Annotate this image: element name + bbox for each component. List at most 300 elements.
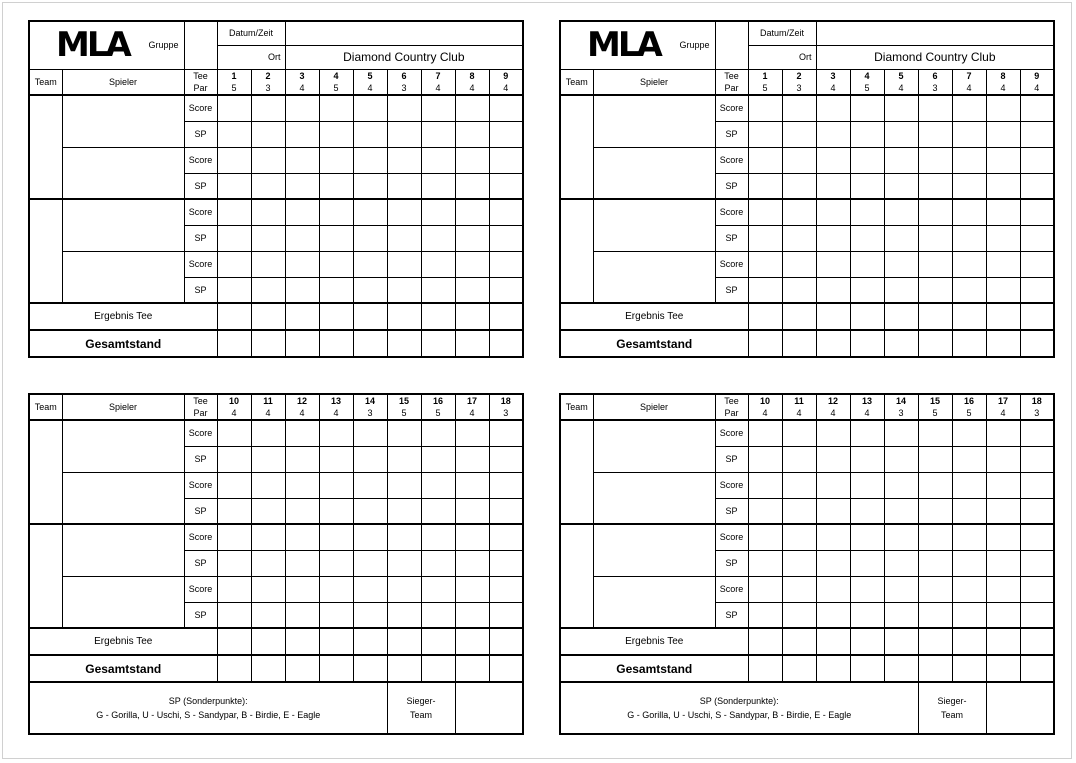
ergebnis-cell[interactable] bbox=[884, 303, 918, 330]
score-cell[interactable] bbox=[816, 199, 850, 225]
score-cell[interactable] bbox=[251, 147, 285, 173]
sp-cell[interactable] bbox=[748, 225, 782, 251]
score-cell[interactable] bbox=[421, 524, 455, 550]
gesamtstand-cell[interactable] bbox=[816, 330, 850, 357]
score-cell[interactable] bbox=[251, 576, 285, 602]
sp-cell[interactable] bbox=[816, 446, 850, 472]
score-cell[interactable] bbox=[387, 147, 421, 173]
score-cell[interactable] bbox=[986, 420, 1020, 446]
gesamtstand-cell[interactable] bbox=[884, 330, 918, 357]
score-cell[interactable] bbox=[455, 199, 489, 225]
gesamtstand-cell[interactable] bbox=[748, 330, 782, 357]
sp-cell[interactable] bbox=[816, 225, 850, 251]
score-cell[interactable] bbox=[952, 472, 986, 498]
score-cell[interactable] bbox=[748, 576, 782, 602]
score-cell[interactable] bbox=[489, 147, 523, 173]
score-cell[interactable] bbox=[455, 524, 489, 550]
sp-cell[interactable] bbox=[251, 121, 285, 147]
sp-cell[interactable] bbox=[918, 602, 952, 628]
sp-cell[interactable] bbox=[217, 121, 251, 147]
sieger-team-field[interactable] bbox=[986, 682, 1054, 734]
gesamtstand-cell[interactable] bbox=[455, 655, 489, 682]
gesamtstand-cell[interactable] bbox=[782, 330, 816, 357]
score-cell[interactable] bbox=[986, 576, 1020, 602]
score-cell[interactable] bbox=[489, 576, 523, 602]
spieler-name-field[interactable] bbox=[62, 95, 184, 147]
ergebnis-cell[interactable] bbox=[489, 303, 523, 330]
score-cell[interactable] bbox=[421, 576, 455, 602]
spieler-name-field[interactable] bbox=[62, 524, 184, 576]
score-cell[interactable] bbox=[319, 576, 353, 602]
score-cell[interactable] bbox=[884, 524, 918, 550]
score-cell[interactable] bbox=[285, 472, 319, 498]
spieler-name-field[interactable] bbox=[62, 147, 184, 199]
gesamtstand-cell[interactable] bbox=[986, 655, 1020, 682]
score-cell[interactable] bbox=[421, 420, 455, 446]
team-cell[interactable] bbox=[29, 524, 62, 628]
gesamtstand-cell[interactable] bbox=[748, 655, 782, 682]
gesamtstand-cell[interactable] bbox=[782, 655, 816, 682]
score-cell[interactable] bbox=[952, 576, 986, 602]
ergebnis-cell[interactable] bbox=[353, 628, 387, 655]
sp-cell[interactable] bbox=[353, 498, 387, 524]
sp-cell[interactable] bbox=[952, 498, 986, 524]
sp-cell[interactable] bbox=[251, 277, 285, 303]
score-cell[interactable] bbox=[986, 524, 1020, 550]
score-cell[interactable] bbox=[986, 472, 1020, 498]
sp-cell[interactable] bbox=[816, 173, 850, 199]
sp-cell[interactable] bbox=[918, 498, 952, 524]
sp-cell[interactable] bbox=[421, 121, 455, 147]
score-cell[interactable] bbox=[217, 251, 251, 277]
sp-cell[interactable] bbox=[850, 225, 884, 251]
team-cell[interactable] bbox=[560, 524, 593, 628]
ergebnis-cell[interactable] bbox=[455, 303, 489, 330]
score-cell[interactable] bbox=[421, 95, 455, 121]
sp-cell[interactable] bbox=[319, 225, 353, 251]
sp-cell[interactable] bbox=[353, 446, 387, 472]
team-cell[interactable] bbox=[29, 420, 62, 524]
sp-cell[interactable] bbox=[353, 602, 387, 628]
sp-cell[interactable] bbox=[918, 173, 952, 199]
score-cell[interactable] bbox=[251, 95, 285, 121]
sp-cell[interactable] bbox=[986, 498, 1020, 524]
score-cell[interactable] bbox=[421, 472, 455, 498]
sp-cell[interactable] bbox=[884, 173, 918, 199]
score-cell[interactable] bbox=[1020, 472, 1054, 498]
score-cell[interactable] bbox=[319, 199, 353, 225]
score-cell[interactable] bbox=[884, 472, 918, 498]
gesamtstand-cell[interactable] bbox=[884, 655, 918, 682]
sp-cell[interactable] bbox=[986, 446, 1020, 472]
sp-cell[interactable] bbox=[285, 225, 319, 251]
score-cell[interactable] bbox=[782, 251, 816, 277]
spieler-name-field[interactable] bbox=[593, 420, 715, 472]
sp-cell[interactable] bbox=[251, 173, 285, 199]
gesamtstand-cell[interactable] bbox=[319, 655, 353, 682]
sp-cell[interactable] bbox=[285, 173, 319, 199]
gesamtstand-cell[interactable] bbox=[455, 330, 489, 357]
gesamtstand-cell[interactable] bbox=[816, 655, 850, 682]
gesamtstand-cell[interactable] bbox=[353, 655, 387, 682]
sp-cell[interactable] bbox=[952, 173, 986, 199]
ort-field[interactable]: Diamond Country Club bbox=[816, 45, 1054, 69]
ergebnis-cell[interactable] bbox=[217, 303, 251, 330]
score-cell[interactable] bbox=[748, 251, 782, 277]
sp-cell[interactable] bbox=[319, 173, 353, 199]
sp-cell[interactable] bbox=[455, 121, 489, 147]
sp-cell[interactable] bbox=[285, 498, 319, 524]
sp-cell[interactable] bbox=[489, 121, 523, 147]
score-cell[interactable] bbox=[455, 472, 489, 498]
sp-cell[interactable] bbox=[952, 225, 986, 251]
gesamtstand-cell[interactable] bbox=[319, 330, 353, 357]
sp-cell[interactable] bbox=[387, 225, 421, 251]
sp-cell[interactable] bbox=[850, 446, 884, 472]
gesamtstand-cell[interactable] bbox=[986, 330, 1020, 357]
score-cell[interactable] bbox=[952, 95, 986, 121]
score-cell[interactable] bbox=[884, 95, 918, 121]
score-cell[interactable] bbox=[353, 251, 387, 277]
ergebnis-cell[interactable] bbox=[748, 628, 782, 655]
sp-cell[interactable] bbox=[319, 277, 353, 303]
score-cell[interactable] bbox=[782, 147, 816, 173]
sp-cell[interactable] bbox=[816, 277, 850, 303]
score-cell[interactable] bbox=[1020, 95, 1054, 121]
score-cell[interactable] bbox=[217, 576, 251, 602]
score-cell[interactable] bbox=[319, 420, 353, 446]
sp-cell[interactable] bbox=[421, 446, 455, 472]
ergebnis-cell[interactable] bbox=[918, 628, 952, 655]
sp-cell[interactable] bbox=[850, 173, 884, 199]
score-cell[interactable] bbox=[1020, 199, 1054, 225]
sp-cell[interactable] bbox=[850, 550, 884, 576]
ergebnis-cell[interactable] bbox=[387, 303, 421, 330]
sp-cell[interactable] bbox=[1020, 602, 1054, 628]
spieler-name-field[interactable] bbox=[62, 576, 184, 628]
score-cell[interactable] bbox=[251, 472, 285, 498]
score-cell[interactable] bbox=[884, 420, 918, 446]
sp-cell[interactable] bbox=[353, 225, 387, 251]
sp-cell[interactable] bbox=[918, 121, 952, 147]
score-cell[interactable] bbox=[918, 524, 952, 550]
score-cell[interactable] bbox=[816, 420, 850, 446]
sp-cell[interactable] bbox=[850, 602, 884, 628]
score-cell[interactable] bbox=[952, 147, 986, 173]
score-cell[interactable] bbox=[489, 472, 523, 498]
gesamtstand-cell[interactable] bbox=[387, 330, 421, 357]
score-cell[interactable] bbox=[319, 147, 353, 173]
sp-cell[interactable] bbox=[455, 550, 489, 576]
sp-cell[interactable] bbox=[1020, 446, 1054, 472]
sp-cell[interactable] bbox=[489, 550, 523, 576]
ergebnis-cell[interactable] bbox=[421, 303, 455, 330]
sp-cell[interactable] bbox=[251, 498, 285, 524]
spieler-name-field[interactable] bbox=[593, 147, 715, 199]
sp-cell[interactable] bbox=[285, 121, 319, 147]
sp-cell[interactable] bbox=[251, 602, 285, 628]
score-cell[interactable] bbox=[884, 576, 918, 602]
ergebnis-cell[interactable] bbox=[319, 628, 353, 655]
score-cell[interactable] bbox=[986, 147, 1020, 173]
ergebnis-cell[interactable] bbox=[251, 303, 285, 330]
ergebnis-cell[interactable] bbox=[251, 628, 285, 655]
score-cell[interactable] bbox=[387, 199, 421, 225]
score-cell[interactable] bbox=[489, 251, 523, 277]
score-cell[interactable] bbox=[353, 524, 387, 550]
sp-cell[interactable] bbox=[1020, 121, 1054, 147]
sp-cell[interactable] bbox=[884, 121, 918, 147]
score-cell[interactable] bbox=[748, 147, 782, 173]
score-cell[interactable] bbox=[353, 420, 387, 446]
spieler-name-field[interactable] bbox=[593, 199, 715, 251]
sp-cell[interactable] bbox=[748, 446, 782, 472]
spieler-name-field[interactable] bbox=[62, 420, 184, 472]
sp-cell[interactable] bbox=[816, 550, 850, 576]
sp-cell[interactable] bbox=[748, 550, 782, 576]
sp-cell[interactable] bbox=[353, 277, 387, 303]
sp-cell[interactable] bbox=[455, 602, 489, 628]
score-cell[interactable] bbox=[421, 199, 455, 225]
score-cell[interactable] bbox=[918, 576, 952, 602]
ergebnis-cell[interactable] bbox=[986, 628, 1020, 655]
sp-cell[interactable] bbox=[986, 602, 1020, 628]
sp-cell[interactable] bbox=[319, 602, 353, 628]
gesamtstand-cell[interactable] bbox=[952, 330, 986, 357]
score-cell[interactable] bbox=[986, 199, 1020, 225]
sp-cell[interactable] bbox=[952, 121, 986, 147]
score-cell[interactable] bbox=[421, 251, 455, 277]
score-cell[interactable] bbox=[251, 251, 285, 277]
sp-cell[interactable] bbox=[782, 446, 816, 472]
score-cell[interactable] bbox=[217, 472, 251, 498]
gesamtstand-cell[interactable] bbox=[353, 330, 387, 357]
ergebnis-cell[interactable] bbox=[850, 628, 884, 655]
sp-cell[interactable] bbox=[986, 550, 1020, 576]
sp-cell[interactable] bbox=[387, 498, 421, 524]
sp-cell[interactable] bbox=[816, 498, 850, 524]
ergebnis-cell[interactable] bbox=[816, 303, 850, 330]
sp-cell[interactable] bbox=[455, 173, 489, 199]
sp-cell[interactable] bbox=[782, 550, 816, 576]
score-cell[interactable] bbox=[353, 147, 387, 173]
sp-cell[interactable] bbox=[884, 602, 918, 628]
score-cell[interactable] bbox=[748, 95, 782, 121]
sp-cell[interactable] bbox=[353, 121, 387, 147]
score-cell[interactable] bbox=[455, 147, 489, 173]
sp-cell[interactable] bbox=[217, 173, 251, 199]
datum-field[interactable] bbox=[285, 21, 523, 45]
sp-cell[interactable] bbox=[918, 225, 952, 251]
score-cell[interactable] bbox=[952, 199, 986, 225]
gesamtstand-cell[interactable] bbox=[387, 655, 421, 682]
score-cell[interactable] bbox=[489, 199, 523, 225]
sp-cell[interactable] bbox=[489, 225, 523, 251]
spieler-name-field[interactable] bbox=[593, 524, 715, 576]
score-cell[interactable] bbox=[850, 199, 884, 225]
score-cell[interactable] bbox=[850, 524, 884, 550]
score-cell[interactable] bbox=[217, 524, 251, 550]
sp-cell[interactable] bbox=[387, 173, 421, 199]
score-cell[interactable] bbox=[816, 472, 850, 498]
sp-cell[interactable] bbox=[387, 550, 421, 576]
score-cell[interactable] bbox=[918, 95, 952, 121]
team-cell[interactable] bbox=[560, 95, 593, 199]
score-cell[interactable] bbox=[1020, 147, 1054, 173]
sp-cell[interactable] bbox=[850, 498, 884, 524]
sp-cell[interactable] bbox=[353, 173, 387, 199]
sp-cell[interactable] bbox=[217, 602, 251, 628]
score-cell[interactable] bbox=[251, 524, 285, 550]
gruppe-field[interactable] bbox=[184, 21, 217, 69]
sp-cell[interactable] bbox=[850, 277, 884, 303]
sp-cell[interactable] bbox=[884, 277, 918, 303]
sp-cell[interactable] bbox=[986, 173, 1020, 199]
score-cell[interactable] bbox=[251, 420, 285, 446]
score-cell[interactable] bbox=[884, 147, 918, 173]
sp-cell[interactable] bbox=[748, 277, 782, 303]
score-cell[interactable] bbox=[816, 251, 850, 277]
score-cell[interactable] bbox=[285, 251, 319, 277]
score-cell[interactable] bbox=[918, 472, 952, 498]
sp-cell[interactable] bbox=[782, 121, 816, 147]
score-cell[interactable] bbox=[489, 420, 523, 446]
score-cell[interactable] bbox=[986, 251, 1020, 277]
score-cell[interactable] bbox=[285, 95, 319, 121]
score-cell[interactable] bbox=[285, 147, 319, 173]
ergebnis-cell[interactable] bbox=[986, 303, 1020, 330]
sp-cell[interactable] bbox=[217, 225, 251, 251]
score-cell[interactable] bbox=[782, 472, 816, 498]
sp-cell[interactable] bbox=[319, 446, 353, 472]
score-cell[interactable] bbox=[489, 95, 523, 121]
sp-cell[interactable] bbox=[489, 173, 523, 199]
score-cell[interactable] bbox=[285, 420, 319, 446]
gruppe-field[interactable] bbox=[715, 21, 748, 69]
score-cell[interactable] bbox=[455, 95, 489, 121]
sp-cell[interactable] bbox=[251, 446, 285, 472]
score-cell[interactable] bbox=[952, 420, 986, 446]
sp-cell[interactable] bbox=[387, 602, 421, 628]
sp-cell[interactable] bbox=[421, 498, 455, 524]
team-cell[interactable] bbox=[560, 199, 593, 303]
score-cell[interactable] bbox=[387, 472, 421, 498]
score-cell[interactable] bbox=[285, 199, 319, 225]
sp-cell[interactable] bbox=[285, 277, 319, 303]
score-cell[interactable] bbox=[782, 95, 816, 121]
score-cell[interactable] bbox=[850, 147, 884, 173]
sp-cell[interactable] bbox=[489, 277, 523, 303]
sp-cell[interactable] bbox=[782, 225, 816, 251]
sp-cell[interactable] bbox=[884, 225, 918, 251]
ergebnis-cell[interactable] bbox=[952, 303, 986, 330]
score-cell[interactable] bbox=[387, 420, 421, 446]
score-cell[interactable] bbox=[850, 251, 884, 277]
ergebnis-cell[interactable] bbox=[850, 303, 884, 330]
sp-cell[interactable] bbox=[816, 602, 850, 628]
ergebnis-cell[interactable] bbox=[387, 628, 421, 655]
score-cell[interactable] bbox=[353, 472, 387, 498]
sp-cell[interactable] bbox=[217, 498, 251, 524]
score-cell[interactable] bbox=[319, 524, 353, 550]
score-cell[interactable] bbox=[816, 576, 850, 602]
sp-cell[interactable] bbox=[884, 550, 918, 576]
score-cell[interactable] bbox=[455, 576, 489, 602]
sp-cell[interactable] bbox=[884, 446, 918, 472]
ergebnis-cell[interactable] bbox=[918, 303, 952, 330]
score-cell[interactable] bbox=[918, 199, 952, 225]
gesamtstand-cell[interactable] bbox=[251, 330, 285, 357]
sp-cell[interactable] bbox=[748, 498, 782, 524]
sp-cell[interactable] bbox=[1020, 225, 1054, 251]
sp-cell[interactable] bbox=[421, 173, 455, 199]
sp-cell[interactable] bbox=[217, 550, 251, 576]
score-cell[interactable] bbox=[489, 524, 523, 550]
sp-cell[interactable] bbox=[782, 498, 816, 524]
sp-cell[interactable] bbox=[1020, 173, 1054, 199]
sp-cell[interactable] bbox=[782, 602, 816, 628]
gesamtstand-cell[interactable] bbox=[285, 330, 319, 357]
sp-cell[interactable] bbox=[1020, 498, 1054, 524]
sp-cell[interactable] bbox=[421, 225, 455, 251]
score-cell[interactable] bbox=[353, 199, 387, 225]
score-cell[interactable] bbox=[850, 420, 884, 446]
ergebnis-cell[interactable] bbox=[455, 628, 489, 655]
gesamtstand-cell[interactable] bbox=[421, 330, 455, 357]
sp-cell[interactable] bbox=[986, 121, 1020, 147]
sp-cell[interactable] bbox=[319, 121, 353, 147]
gesamtstand-cell[interactable] bbox=[251, 655, 285, 682]
ergebnis-cell[interactable] bbox=[421, 628, 455, 655]
sp-cell[interactable] bbox=[251, 225, 285, 251]
score-cell[interactable] bbox=[816, 147, 850, 173]
spieler-name-field[interactable] bbox=[593, 95, 715, 147]
score-cell[interactable] bbox=[1020, 420, 1054, 446]
sp-cell[interactable] bbox=[782, 173, 816, 199]
gesamtstand-cell[interactable] bbox=[421, 655, 455, 682]
gesamtstand-cell[interactable] bbox=[217, 330, 251, 357]
spieler-name-field[interactable] bbox=[593, 576, 715, 628]
sp-cell[interactable] bbox=[353, 550, 387, 576]
sp-cell[interactable] bbox=[421, 602, 455, 628]
sp-cell[interactable] bbox=[387, 121, 421, 147]
gesamtstand-cell[interactable] bbox=[217, 655, 251, 682]
score-cell[interactable] bbox=[782, 576, 816, 602]
sp-cell[interactable] bbox=[918, 446, 952, 472]
sp-cell[interactable] bbox=[748, 602, 782, 628]
sp-cell[interactable] bbox=[387, 446, 421, 472]
score-cell[interactable] bbox=[455, 251, 489, 277]
score-cell[interactable] bbox=[952, 524, 986, 550]
ergebnis-cell[interactable] bbox=[748, 303, 782, 330]
sp-cell[interactable] bbox=[285, 602, 319, 628]
gesamtstand-cell[interactable] bbox=[285, 655, 319, 682]
sp-cell[interactable] bbox=[1020, 550, 1054, 576]
sp-cell[interactable] bbox=[918, 550, 952, 576]
gesamtstand-cell[interactable] bbox=[850, 330, 884, 357]
sp-cell[interactable] bbox=[251, 550, 285, 576]
sp-cell[interactable] bbox=[217, 277, 251, 303]
spieler-name-field[interactable] bbox=[593, 251, 715, 303]
score-cell[interactable] bbox=[319, 251, 353, 277]
score-cell[interactable] bbox=[421, 147, 455, 173]
sp-cell[interactable] bbox=[455, 277, 489, 303]
gesamtstand-cell[interactable] bbox=[850, 655, 884, 682]
gesamtstand-cell[interactable] bbox=[1020, 330, 1054, 357]
score-cell[interactable] bbox=[850, 576, 884, 602]
sp-cell[interactable] bbox=[421, 550, 455, 576]
score-cell[interactable] bbox=[455, 420, 489, 446]
